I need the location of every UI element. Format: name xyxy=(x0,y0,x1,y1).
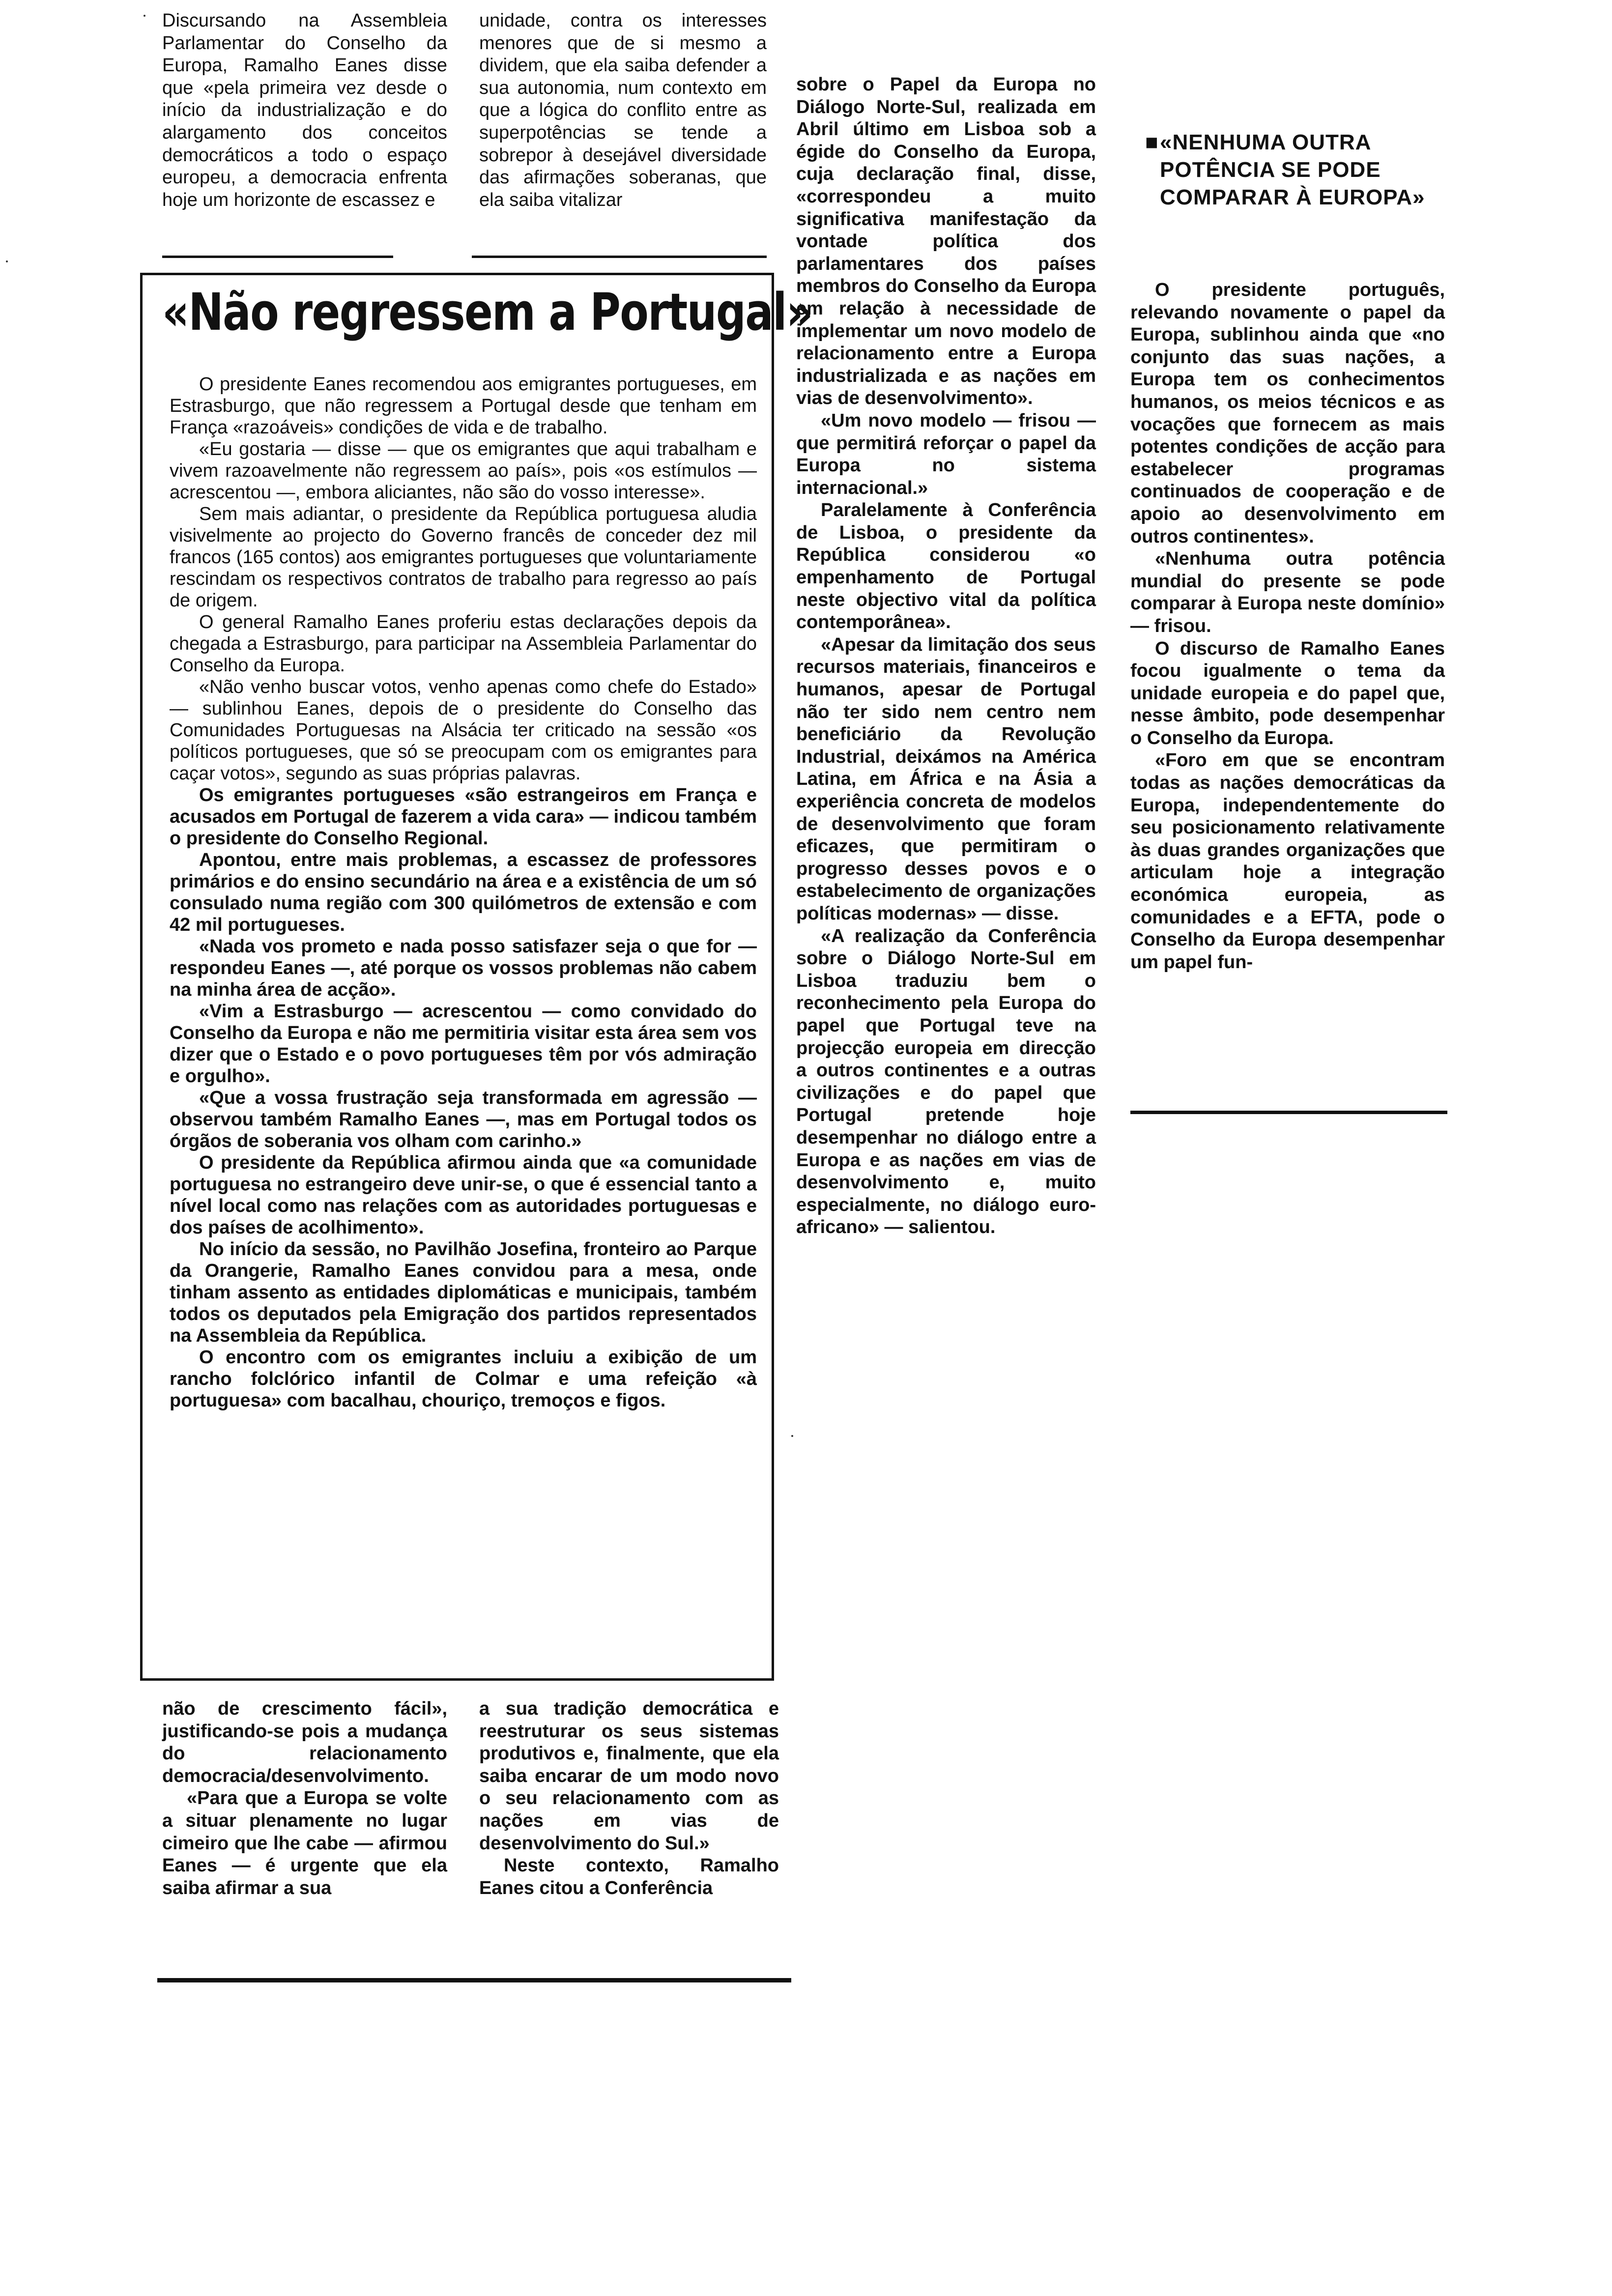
paragraph: a sua tradição democrática e reestruturar os seus sistemas produtivos e, finalmente, que ela saiba encarar de um modo novo o seu relacionamento com as nações em vias de desenvolvimento do Sul.» xyxy=(479,1698,779,1854)
column-bottom-left xyxy=(162,1698,447,1899)
subhead-text: «NENHUMA OUTRA POTÊNCIA SE PODE COMPARAR À EUROPA» xyxy=(1160,130,1425,209)
article-paragraph: O general Ramalho Eanes proferiu estas declarações depois da chegada a Estrasburgo, para participar na Assembleia Parlamentar do Conselho da Europa. xyxy=(170,612,757,676)
article-body xyxy=(170,373,757,1411)
rule-top-middle xyxy=(472,256,767,258)
paragraph: «A realização da Conferência sobre o Diálogo Norte-Sul em Lisboa traduziu bem o reconhecimento pela Europa do papel que Portugal teve na projecção europeia em direcção a outros continentes e a outras civilizações e do papel que Portugal pretende hoje desempenhar no diálogo entre a Europa e as nações em vias de desenvolvimento e, muito especialmente, no diálogo euro-africano» — salientou. xyxy=(796,925,1096,1238)
article-paragraph: O encontro com os emigrantes incluiu a exibição de um rancho folclórico infantil de Colmar e uma refeição «à portuguesa» com bacalhau, chouriço, tremoços e figos. xyxy=(170,1347,757,1411)
article-paragraph: «Não venho buscar votos, venho apenas como chefe do Estado» — sublinhou Eanes, depois de o presidente do Conselho das Comunidades Portuguesas na Alsácia ter criticado na sessão «os políticos portugueses, que só se preocupam com os emigrantes para caçar votos», segundo as suas próprias palavras. xyxy=(170,677,757,784)
paragraph: unidade, contra os interesses menores que de si mesmo a dividem, que ela saiba defender a sua autonomia, num contexto em que a lógica do conflito entre as superpotências se tende a sobrepor à desejável diversidade das afirmações soberanas, que ela saiba vitalizar xyxy=(479,10,767,210)
column-top-left xyxy=(162,10,447,211)
article-paragraph: «Eu gostaria — disse — que os emigrantes que aqui trabalham e vivem razoavelmente não regressem ao país», pois «os estímulos — acrescentou —, embora aliciantes, não são do vosso interesse». xyxy=(170,439,757,503)
column-four xyxy=(1130,279,1445,974)
rule-column-four xyxy=(1130,1111,1447,1114)
paragraph: «Um novo modelo — frisou — que permitirá reforçar o papel da Europa no sistema internacional.» xyxy=(796,410,1096,498)
paragraph: «Foro em que se encontram todas as nações democráticas da Europa, independentemente do seu posicionamento relativamente às duas grandes organizações que articulam hoje a integração económica europeia, as comunidades e a EFTA, pode o Conselho da Europa desempenhar um papel fun- xyxy=(1130,750,1445,973)
rule-top-left xyxy=(162,256,393,258)
article-paragraph: Sem mais adiantar, o presidente da República portuguesa aludia visivelmente ao projecto do Governo francês de conceder dez mil francos (165 contos) aos emigrantes portugueses que voluntariamente rescindam os respectivos contratos de trabalho para regresso ao país de origem. xyxy=(170,504,757,611)
paragraph: «Para que a Europa se volte a situar plenamente no lugar cimeiro que lhe cabe — afirmou Eanes — é urgente que ela saiba afirmar a sua xyxy=(162,1788,447,1898)
paragraph: Paralelamente à Conferência de Lisboa, o presidente da República considerou «o empenhamento de Portugal neste objectivo vital da política contemporânea». xyxy=(796,500,1096,633)
article-paragraph: «Vim a Estrasburgo — acrescentou — como convidado do Conselho da Europa e não me permitiria visitar esta área sem vos dizer que o Estado e o povo portugueses têm por vós admiração e orgulho». xyxy=(170,1001,757,1087)
column-three xyxy=(796,74,1096,1239)
column-four-subhead xyxy=(1145,129,1435,211)
paragraph: Neste contexto, Ramalho Eanes citou a Conferência xyxy=(479,1855,779,1898)
article-paragraph: Apontou, entre mais problemas, a escassez de professores primários e do ensino secundário na área e a existência de um só consulado numa região com 300 quilómetros de extensão e com 42 mil portugueses. xyxy=(170,850,757,935)
article-paragraph: O presidente da República afirmou ainda que «a comunidade portuguesa no estrangeiro deve unir-se, o que é essencial tanto a nível local como nas relações com as autoridades portuguesas e dos países de acolhimento». xyxy=(170,1152,757,1238)
column-top-middle xyxy=(479,10,767,211)
article-headline: «Não regressem a Portugal» xyxy=(162,282,813,342)
scan-speck xyxy=(6,260,8,262)
paragraph: «Apesar da limitação dos seus recursos materiais, financeiros e humanos, apesar de Portugal não ter sido nem centro nem beneficiário da Revolução Industrial, deixámos na América Latina, em África e na Ásia a experiência concreta de modelos de desenvolvimento que foram eficazes, que permitiram o progresso desses povos e o estabelecimento de organizações políticas modernas» — disse. xyxy=(796,634,1096,924)
paragraph: Discursando na Assembleia Parlamentar do Conselho da Europa, Ramalho Eanes disse que «pela primeira vez desde o início da industrialização e do alargamento dos conceitos democráticos a todo o espaço europeu, a democracia enfrenta hoje um horizonte de escassez e xyxy=(162,10,447,210)
article-paragraph: Os emigrantes portugueses «são estrangeiros em França e acusados em Portugal de fazerem a vida cara» — indicou também o presidente do Conselho Regional. xyxy=(170,785,757,849)
article-paragraph: O presidente Eanes recomendou aos emigrantes portugueses, em Estrasburgo, que não regressem a Portugal desde que tenham em França «razoáveis» condições de vida e de trabalho. xyxy=(170,374,757,438)
paragraph: não de crescimento fácil», justificando-se pois a mudança do relacionamento democracia/desenvolvimento. xyxy=(162,1698,447,1786)
paragraph: O discurso de Ramalho Eanes focou igualmente o tema da unidade europeia e do papel que, nesse âmbito, pode desempenhar o Conselho da Europa. xyxy=(1130,638,1445,748)
scan-speck xyxy=(144,15,145,17)
paragraph: «Nenhuma outra potência mundial do presente se pode comparar à Europa neste domínio» — frisou. xyxy=(1130,548,1445,636)
square-bullet-icon: ■ xyxy=(1145,130,1159,154)
column-bottom-middle xyxy=(479,1698,779,1899)
scan-speck xyxy=(791,1435,793,1437)
article-paragraph: No início da sessão, no Pavilhão Josefina, fronteiro ao Parque da Orangerie, Ramalho Eanes convidou para a mesa, onde tinham assento as entidades diplomáticas e municipais, também todos os deputados pela Emigração dos partidos representados na Assembleia da República. xyxy=(170,1239,757,1346)
paragraph: O presidente português, relevando novamente o papel da Europa, sublinhou ainda que «no conjunto das suas nações, a Europa tem os conhecimentos humanos, os meios técnicos e as vocações que fornecem as mais potentes condições de acção para estabelecer programas continuados de cooperação e de apoio ao desenvolvimento em outros continentes». xyxy=(1130,280,1445,547)
article-paragraph: «Nada vos prometo e nada posso satisfazer seja o que for — respondeu Eanes —, até porque os vossos problemas não cabem na minha área de acção». xyxy=(170,936,757,1000)
paragraph: sobre o Papel da Europa no Diálogo Norte-Sul, realizada em Abril último em Lisboa sob a égide do Conselho da Europa, cuja declaração final, disse, «correspondeu a muito significativa manifestação da vontade política dos parlamentares dos países membros do Conselho da Europa em relação à necessidade de implementar um novo modelo de relacionamento entre a Europa industrializada e as nações em vias de desenvolvimento». xyxy=(796,74,1096,409)
article-paragraph: «Que a vossa frustração seja transformada em agressão — observou também Ramalho Eanes —, mas em Portugal todos os órgãos de soberania vos olham com carinho.» xyxy=(170,1088,757,1151)
rule-bottom xyxy=(157,1978,791,1982)
